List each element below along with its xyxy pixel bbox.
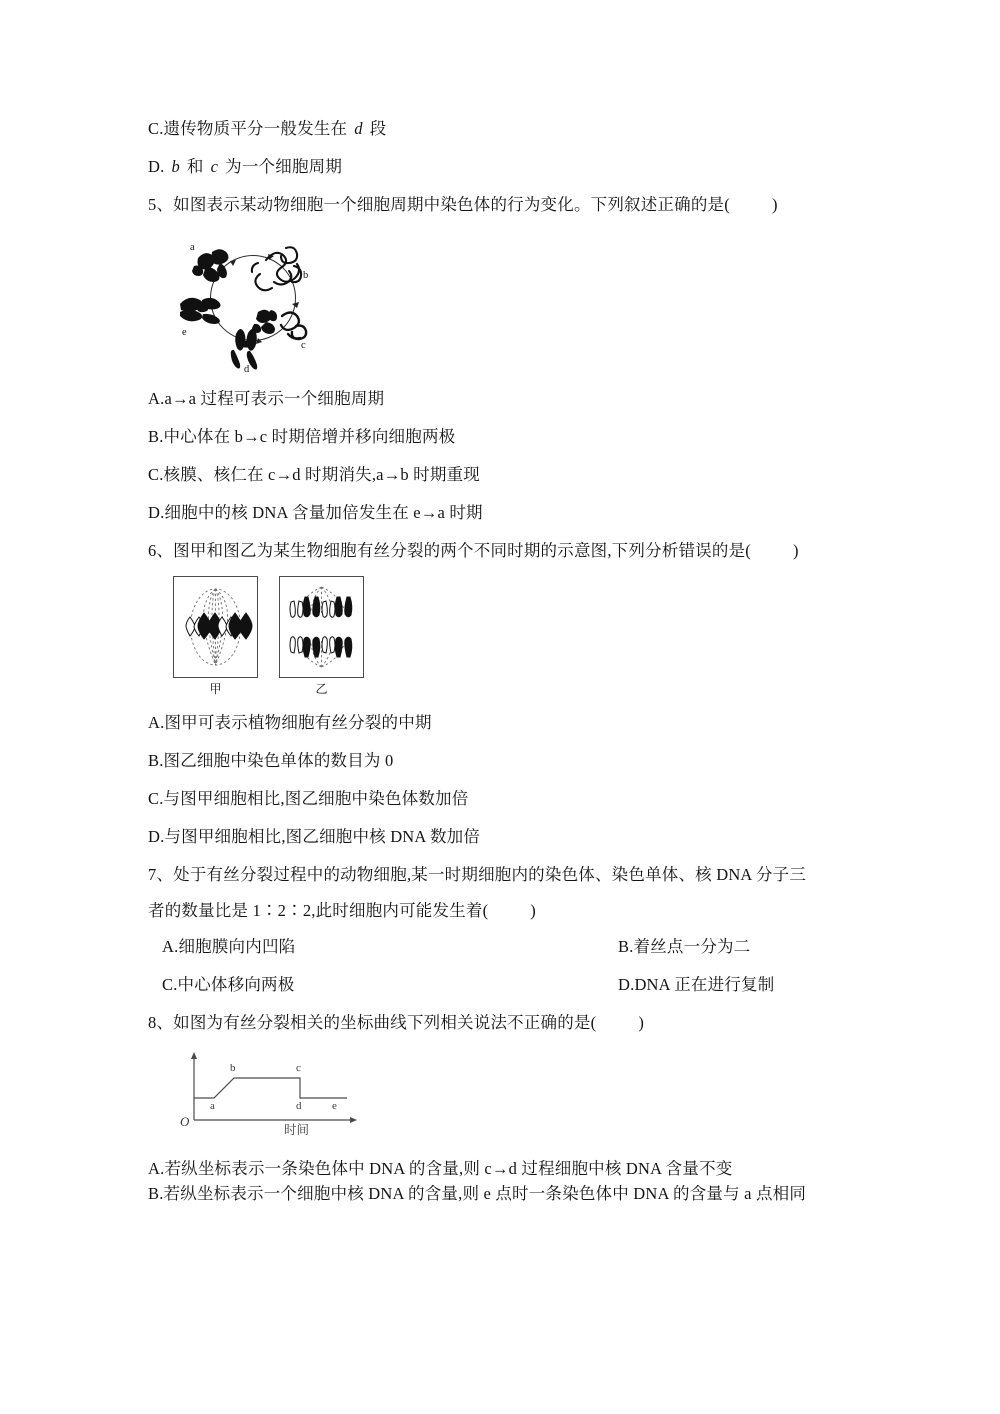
- question-5-stem-close: ): [771, 195, 778, 214]
- q7-option-d: D.DNA 正在进行复制: [618, 975, 775, 994]
- metaphase-cell-drawing: [174, 577, 257, 677]
- mitosis-panel-jia: [173, 576, 258, 678]
- q7-option-b: B.着丝点一分为二: [618, 937, 751, 956]
- q4-option-c-suffix: 段: [369, 119, 387, 138]
- q8-option-a: A.若纵坐标表示一条染色体中 DNA 的含量,则 c→d 过程细胞中核 DNA 含量不变: [148, 1159, 733, 1178]
- chromosome-a: [192, 249, 228, 282]
- q6-option-b: B.图乙细胞中染色单体的数目为 0: [148, 751, 394, 770]
- curve-point-label-c: c: [296, 1062, 301, 1074]
- circle-label-e: e: [182, 327, 187, 338]
- question-7-stem-line-1: 7、处于有丝分裂过程中的动物细胞,某一时期细胞内的染色体、染色单体、核 DNA 分子三: [148, 865, 807, 884]
- chromosome-c: [252, 310, 306, 339]
- circle-label-b: b: [303, 270, 309, 281]
- q4-option-d: [148, 156, 860, 178]
- q7-option-row-1: [148, 936, 860, 958]
- curve-point-label-e: e: [332, 1100, 337, 1112]
- panel-caption-jia: 甲: [209, 682, 222, 696]
- curve-point-label-a: a: [210, 1100, 215, 1112]
- q7-option-row-2: [148, 974, 860, 996]
- q5-option-d: D.细胞中的核 DNA 含量加倍发生在 e→a 时期: [148, 503, 483, 522]
- question-6-stem-text: 6、图甲和图乙为某生物细胞有丝分裂的两个不同时期的示意图,下列分析错误的是(: [148, 541, 751, 560]
- q4-option-d-variable-1: b: [171, 157, 180, 176]
- page-content: [148, 118, 860, 1208]
- q6-option-d: D.与图甲细胞相比,图乙细胞中核 DNA 数加倍: [148, 827, 481, 846]
- q4-option-d-variable-2: c: [210, 157, 219, 176]
- chromosome-b: [252, 247, 301, 290]
- chromosome-e: [180, 298, 220, 324]
- question-8-stem: [148, 1012, 860, 1034]
- x-axis-label: 时间: [284, 1123, 310, 1137]
- q4-option-d-mid: 和: [186, 157, 204, 176]
- q6-option-a: A.图甲可表示植物细胞有丝分裂的中期: [148, 713, 432, 732]
- mitosis-step-curve-chart: [172, 1048, 372, 1146]
- question-7-stem-line-2-text: 者的数量比是 1∶2∶2,此时细胞内可能发生着(: [148, 901, 489, 920]
- q4-option-c-variable: d: [354, 119, 363, 138]
- mitosis-panel-yi: [279, 576, 364, 678]
- q5-option-c: C.核膜、核仁在 c→d 时期消失,a→b 时期重现: [148, 465, 480, 484]
- q4-option-c-prefix: C.遗传物质平分一般发生在: [148, 119, 348, 138]
- question-8-stem-text: 8、如图为有丝分裂相关的坐标曲线下列相关说法不正确的是(: [148, 1013, 597, 1032]
- q8-option-b: B.若纵坐标表示一个细胞中核 DNA 的含量,则 e 点时一条染色体中 DNA 的含量与 a 点相同: [148, 1184, 807, 1203]
- panel-caption-yi: 乙: [315, 682, 328, 696]
- question-5-stem: [148, 194, 860, 216]
- circle-label-c: c: [301, 340, 306, 351]
- q5-option-a: A.a→a 过程可表示一个细胞周期: [148, 389, 385, 408]
- question-6-stem: [148, 540, 860, 562]
- question-7-stem-close: ): [530, 901, 536, 920]
- q6-option-c: C.与图甲细胞相比,图乙细胞中染色体数加倍: [148, 789, 469, 808]
- curve-point-label-b: b: [230, 1062, 236, 1074]
- curve-point-label-d: d: [296, 1100, 302, 1112]
- question-5-stem-text: 5、如图表示某动物细胞一个细胞周期中染色体的行为变化。下列叙述正确的是(: [148, 195, 730, 214]
- question-6-stem-close: ): [792, 541, 799, 560]
- q4-option-d-suffix: 为一个细胞周期: [225, 157, 343, 176]
- step-curve-plot: [172, 1048, 372, 1134]
- circle-label-a: a: [190, 242, 195, 253]
- circle-label-d: d: [244, 364, 250, 375]
- q4-option-d-prefix: D.: [148, 157, 165, 176]
- cell-cycle-circle-diagram: [170, 230, 360, 378]
- q4-option-c: [148, 118, 860, 140]
- anaphase-cell-drawing: [280, 577, 363, 677]
- q5-option-b: B.中心体在 b→c 时期倍增并移向细胞两极: [148, 427, 456, 446]
- chromosome-shapes: [170, 230, 360, 378]
- q7-option-c: C.中心体移向两极: [162, 975, 295, 994]
- mitosis-two-panels-figure: [166, 576, 381, 704]
- axis-origin-label: O: [180, 1114, 190, 1129]
- q7-option-a: A.细胞膜向内凹陷: [162, 937, 296, 956]
- question-7-stem-line-2: [148, 900, 860, 922]
- question-8-stem-close: ): [638, 1013, 645, 1032]
